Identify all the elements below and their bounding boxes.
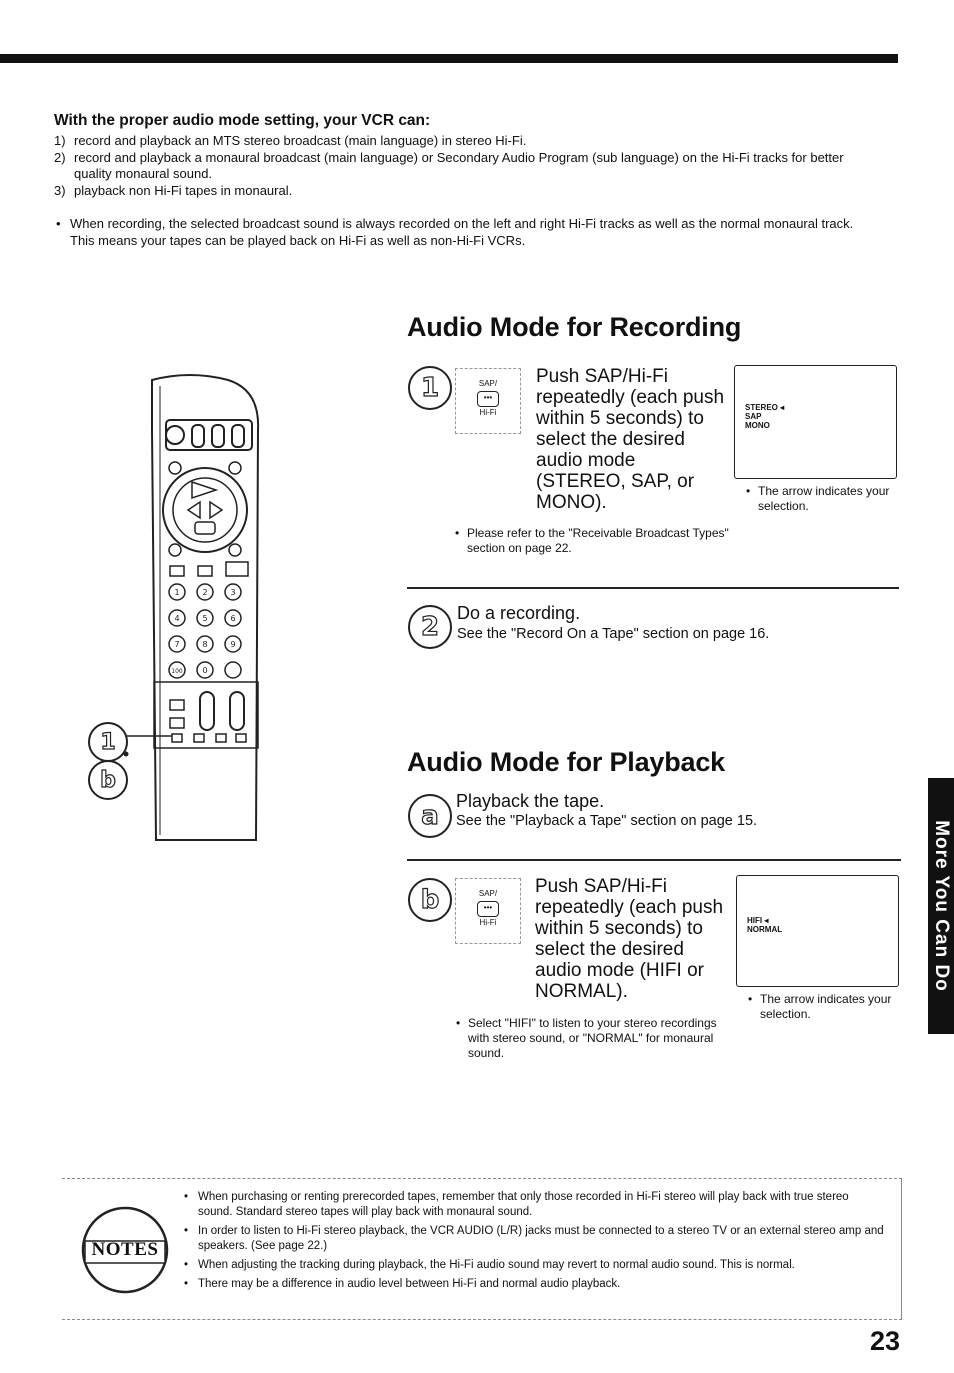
step-1-text: Push SAP/Hi-Fi repeatedly (each push within 5 seconds) to select the desired audio mode (STEREO, SAP, or MONO). [536,366,725,513]
section-side-tab: More You Can Do [928,778,954,1034]
screen-note-recording: • The arrow indicates your selection. [746,484,890,513]
step-a-marker: a [408,794,452,838]
recording-title: Audio Mode for Recording [407,312,742,342]
digit-6: 6 [230,614,236,623]
list-item: 1) record and playback an MTS stereo broadcast (main language) in stereo Hi-Fi. [54,133,527,148]
intro-bullet: • When recording, the selected broadcast sound is always recorded on the left and right Hi-Fi tracks as well as the normal monaural track. This means your tapes can be played back on Hi-Fi as well as non-Hi-Fi VCRs. [56,216,854,248]
digit-1: 1 [174,588,180,597]
digit-3: 3 [230,588,236,597]
step-b-marker: b [408,878,452,922]
remote-marker-1: 1 [88,722,128,762]
playback-title: Audio Mode for Playback [407,747,725,777]
step-1-marker: 1 [408,366,452,410]
step-b-text: Push SAP/Hi-Fi repeatedly (each push within 5 seconds) to select the desired audio mode (HIFI or NORMAL). [535,876,724,1002]
list-item: • There may be a difference in audio level between Hi-Fi and normal audio playback. [184,1278,621,1290]
step-1-note: • Please refer to the "Receivable Broadcast Types" section on page 22. [455,526,729,555]
intro-list [54,133,874,199]
digit-2: 2 [202,588,208,597]
step-2-marker: 2 [408,605,452,649]
intro-heading: With the proper audio mode setting, your VCR can: [54,112,431,129]
step-a-heading: Playback the tape. [456,791,605,811]
divider [407,859,901,861]
digit-9: 9 [230,640,236,649]
digit-4: 4 [174,614,180,623]
notes-list [184,1190,884,1296]
step-b-note: • Select "HIFI" to listen to your stereo recordings with stereo sound, or "NORMAL" for monaural sound. [456,1016,717,1060]
digit-0: 0 [202,666,208,675]
digit-8: 8 [202,640,208,649]
list-item: • In order to listen to Hi-Fi stereo playback, the VCR AUDIO (L/R) jacks must be connected to a stereo TV or an external stereo amp and speakers. (See page 22.) [184,1225,884,1252]
list-item: • When purchasing or renting prerecorded tapes, remember that only those recorded in Hi-Fi stereo will play back with true stereo sound. Standard stereo tapes will play back with monaural sound. [184,1191,849,1218]
digit-7: 7 [174,640,180,649]
digit-100: 100 [171,668,183,675]
step-2-body: See the "Record On a Tape" section on page 16. [457,626,770,642]
remote-marker-b: b [88,760,128,800]
list-item: 2) record and playback a monaural broadcast (main language) or Secondary Audio Program (sub language) on the Hi-Fi tracks for better quality monaural sound. [54,149,844,181]
page-number: 23 [870,1326,901,1356]
step-a-body: See the "Playback a Tape" section on page 15. [456,813,758,829]
sap-hifi-button-diagram: SAP/ ••• Hi-Fi [455,878,521,944]
list-item: 3) playback non Hi-Fi tapes in monaural. [54,182,293,198]
tv-screen-recording: STEREO ◂ SAP MONO [734,365,897,479]
top-rule [0,54,898,63]
screen-note-playback: • The arrow indicates your selection. [748,992,892,1021]
sap-hifi-button-diagram: SAP/ ••• Hi-Fi [455,368,521,434]
digit-5: 5 [202,614,208,623]
tv-screen-playback: HIFI ◂ NORMAL [736,875,899,987]
step-2-heading: Do a recording. [457,603,581,623]
notes-label: NOTES [91,1239,159,1260]
sap-hifi-button-icon: ••• [477,391,499,407]
sap-hifi-button-icon: ••• [477,901,499,917]
list-item: • When adjusting the tracking during playback, the Hi-Fi audio sound may revert to normal audio sound. This is normal. [184,1259,795,1271]
divider [407,587,899,589]
